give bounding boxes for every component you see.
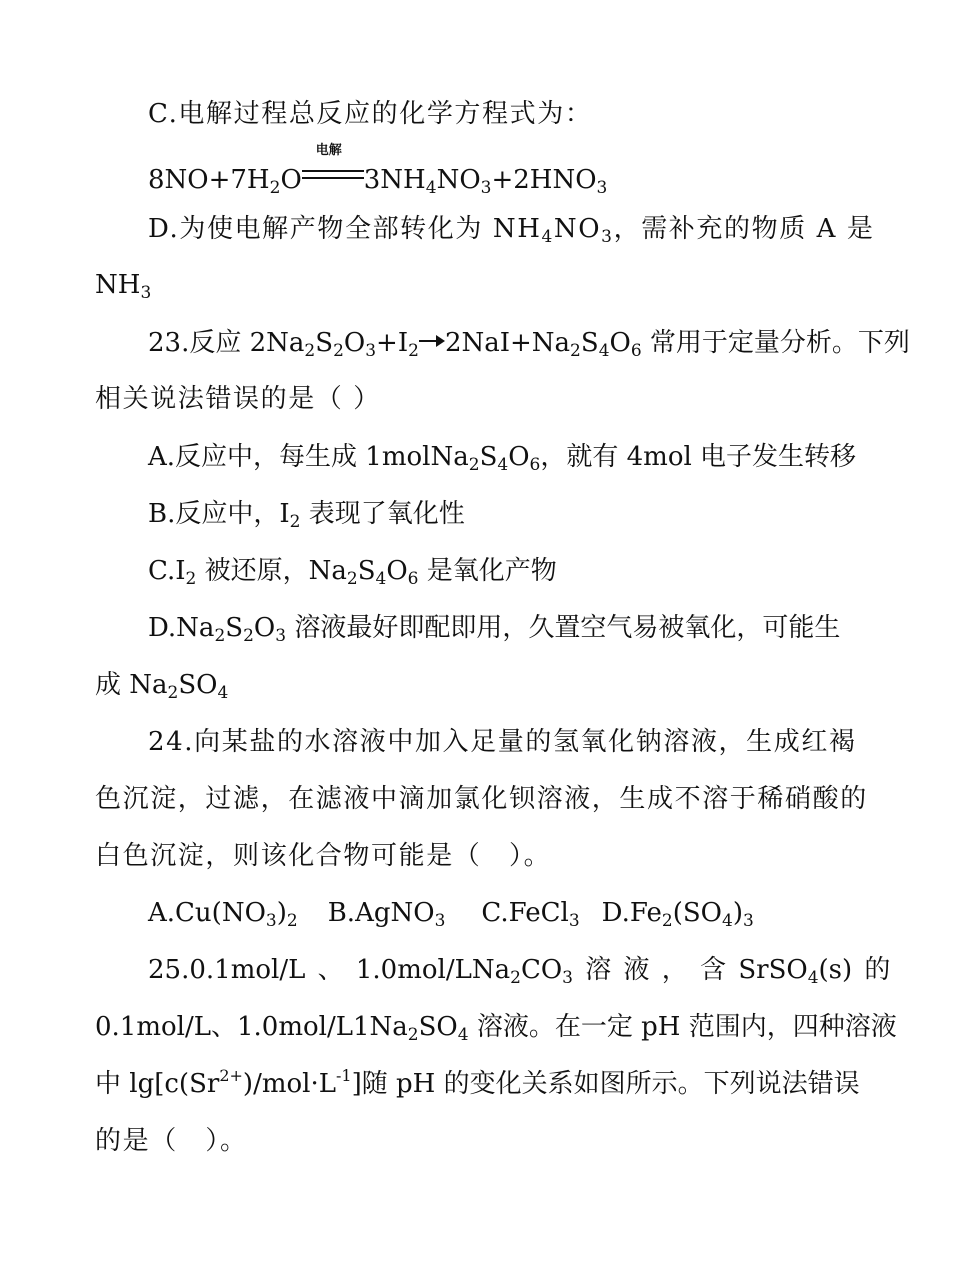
q23-stem: 23.反应 $2Na_2S_2O_3+I_2$ $2NaI+Na_2S_4O_6$ 常用于定量分析。下列 <box>148 328 910 361</box>
q24-stem-line1: 24.向某盐的水溶液中加入足量的氢氧化钠溶液，生成红褐 <box>148 727 857 757</box>
condition-label: 电解 <box>315 143 342 158</box>
q25-stem-line2: 0.1mol/L、$1.0mol/L1Na_2SO_4$ 溶液。在一定 pH 范围内，四种溶液 <box>95 1012 897 1045</box>
q22-option-c-text: C.电解过程总反应的化学方程式为： <box>148 99 593 129</box>
q23-option-a: A.反应中，每生成 $1molNa_2S_4O_6$，就有 4mol 电子发生转移 <box>148 442 857 475</box>
q24-stem-line3: 白色沉淀，则该化合物可能是（ ）。 <box>95 841 552 871</box>
q22-option-d-line2: $NH_3$ <box>95 270 152 303</box>
q23-option-d: $D.Na_2S_2O_3$ 溶液最好即配即用，久置空气易被氧化，可能生 <box>148 613 841 646</box>
q24-option-c: C.FeCl$_3$ <box>481 898 580 931</box>
electrolysis-condition <box>302 143 364 186</box>
q25-stem-line3: 中 $\lg[c(Sr^{2+})/mol\cdot L^{-1}]$随 pH 的变化关系如图所示。下列说法错误 <box>95 1066 860 1099</box>
q25-stem-line4: 的是（ ）。 <box>95 1126 248 1156</box>
q23-option-c: $C.I_2$ 被还原，$Na_2S_4O_6$ 是氧化产物 <box>148 556 557 589</box>
reaction-arrow-icon <box>419 333 445 349</box>
q23-stem-line2: 相关说法错误的是（ ） <box>95 384 381 414</box>
q24-options <box>148 896 754 930</box>
q25-stem-line1: 25.0.1mol/L 、 $1.0mol/LNa_2CO_3$ 溶 液 ， 含 SrSO$_4$(s) 的 <box>148 955 891 988</box>
q22-option-d: D.为使电解产物全部转化为 $NH_4NO_3$，需补充的物质 A 是 <box>148 214 875 247</box>
q23-option-d-line2: 成 $Na_2SO_4$ <box>95 670 229 703</box>
q24-option-b: B.AgNO$_3$ <box>327 898 446 931</box>
q22-option-c <box>148 97 592 131</box>
q24-option-d: $D.Fe_2(SO_4)_3$ <box>601 898 754 931</box>
q23-option-b: B.反应中，$I_2$ 表现了氧化性 <box>148 499 465 532</box>
q24-stem-line2: 色沉淀，过滤，在滤液中滴加氯化钡溶液，生成不溶于稀硝酸的 <box>95 784 868 814</box>
q24-option-a: $A.Cu(NO_3)_2$ <box>148 898 298 931</box>
q22-equation: $8NO+7H_2O$ 电解 $3NH_4NO_3+2HNO_3$ <box>148 143 608 198</box>
